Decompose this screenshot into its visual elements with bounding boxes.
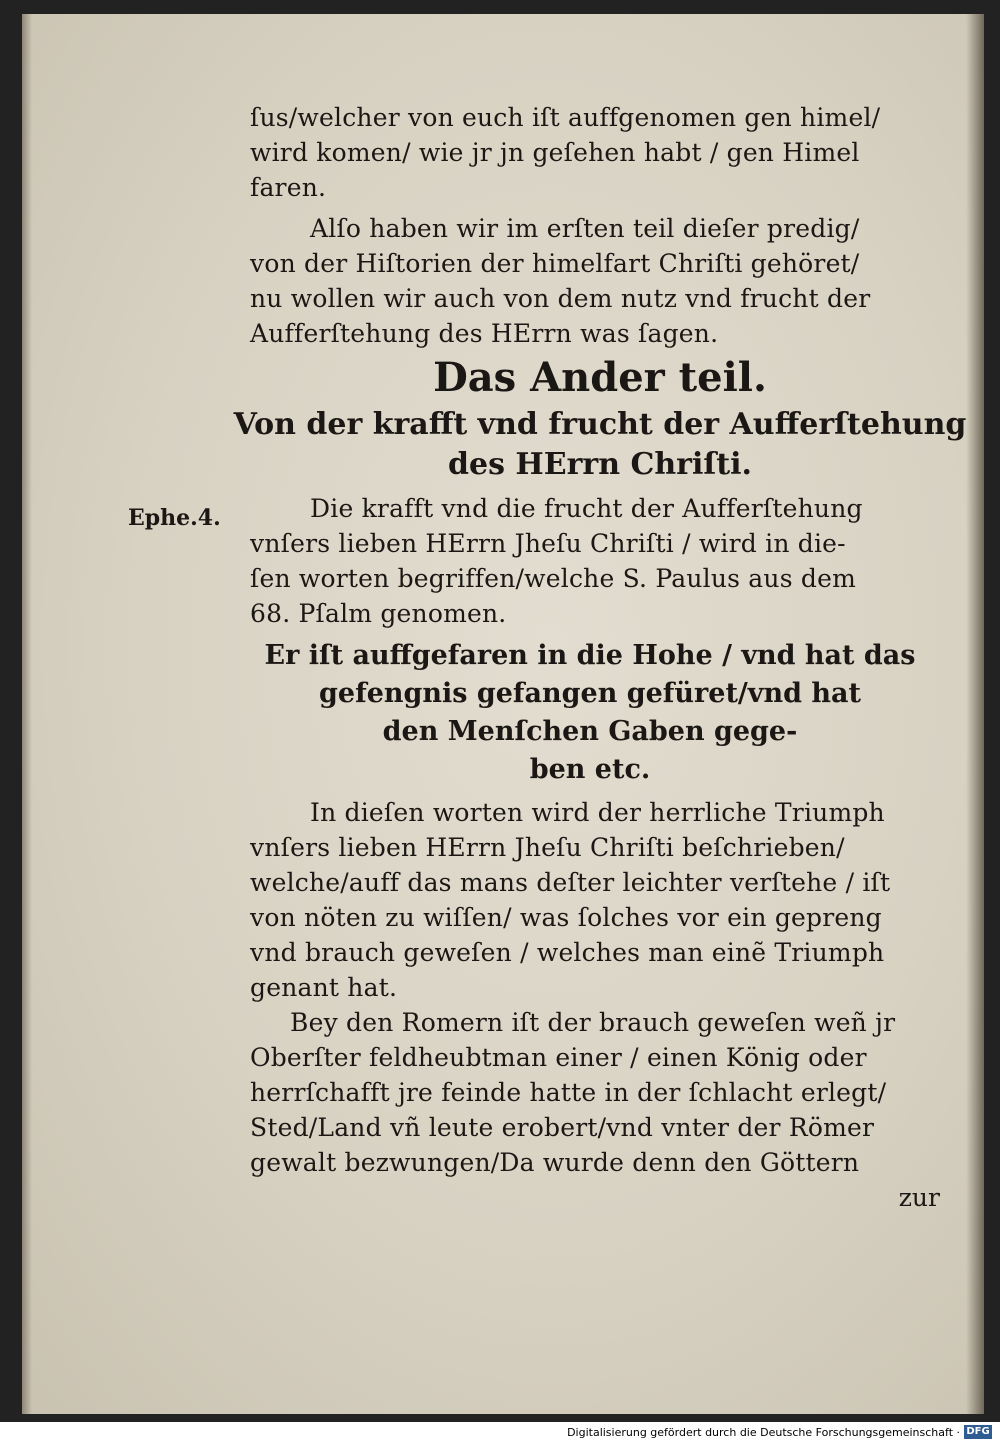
text-line: Die krafft vnd die frucht der Aufferſtehung xyxy=(310,494,863,523)
quote-line: Er iſt auffgefaren in die Hohe / vnd hat das xyxy=(264,640,916,671)
text-line: In dieſen worten wird der herrliche Triumph xyxy=(310,798,885,827)
margin-note: Ephe.4. xyxy=(128,505,221,531)
paragraph-3 xyxy=(250,795,970,1005)
text-line: Alſo haben wir im erſten teil dieſer predig/ xyxy=(310,214,860,243)
opening-lines xyxy=(250,100,970,205)
text-line: wird komen/ wie jr jn geſehen habt / gen Himel xyxy=(250,138,860,167)
text-line: herrſchafft jre feinde hatte in der ſchlacht erlegt/ xyxy=(250,1078,887,1107)
text-line: genant hat. xyxy=(250,973,398,1002)
text-line: ſus/welcher von euch iſt auffgenomen gen himel/ xyxy=(250,103,881,132)
text-line: von der Hiſtorien der himelfart Chriſti gehöret/ xyxy=(250,249,860,278)
text-line: faren. xyxy=(250,173,327,202)
section-subheading xyxy=(233,405,970,485)
dfg-logo: DFG xyxy=(964,1425,992,1439)
text-line: 68. Pſalm genomen. xyxy=(250,599,507,628)
text-line: ſen worten begriffen/welche S. Paulus aus dem xyxy=(250,564,856,593)
text-line: Aufferſtehung des HErrn was ſagen. xyxy=(250,319,719,348)
quote-line: den Menſchen Gaben gege- xyxy=(382,716,798,747)
text-line: vnd brauch geweſen / welches man einẽ Triumph xyxy=(250,938,885,967)
quote-line: ben etc. xyxy=(529,754,651,785)
section-heading: Das Ander teil. xyxy=(433,354,767,401)
page-gutter-shadow xyxy=(22,14,32,1414)
text-line: gewalt bezwungen/Da wurde denn den Göttern xyxy=(250,1148,860,1177)
paragraph-1 xyxy=(250,211,970,351)
text-line: vnſers lieben HErrn Jheſu Chriſti beſchrieben/ xyxy=(250,833,845,862)
paragraph-2 xyxy=(250,491,970,631)
subheading-line: Von der krafft vnd frucht der Aufferſtehung xyxy=(233,407,967,442)
text-line: vnſers lieben HErrn Jheſu Chriſti / wird in die- xyxy=(250,529,846,558)
subheading-line: des HErrn Chriſti. xyxy=(448,447,752,482)
catchword: zur xyxy=(898,1183,940,1212)
text-line: Sted/Land vñ leute erobert/vnd vnter der Römer xyxy=(250,1113,875,1142)
text-line: von nöten zu wiſſen/ was ſolches vor ein gepreng xyxy=(250,903,882,932)
footer-credit: Digitalisierung gefördert durch die Deutsche Forschungsgemeinschaft · xyxy=(567,1426,960,1439)
text-line: Oberſter feldheubtman einer / einen König oder xyxy=(250,1043,867,1072)
scripture-quote xyxy=(250,637,970,789)
text-line: Bey den Romern iſt der brauch geweſen weñ jr xyxy=(290,1008,896,1037)
text-line: welche/auff das mans deſter leichter verſtehe / iſt xyxy=(250,868,891,897)
quote-line: gefengnis gefangen gefüret/vnd hat xyxy=(319,678,861,709)
page-text xyxy=(233,100,970,1215)
text-line: nu wollen wir auch von dem nutz vnd frucht der xyxy=(250,284,871,313)
paragraph-4 xyxy=(250,1005,970,1180)
